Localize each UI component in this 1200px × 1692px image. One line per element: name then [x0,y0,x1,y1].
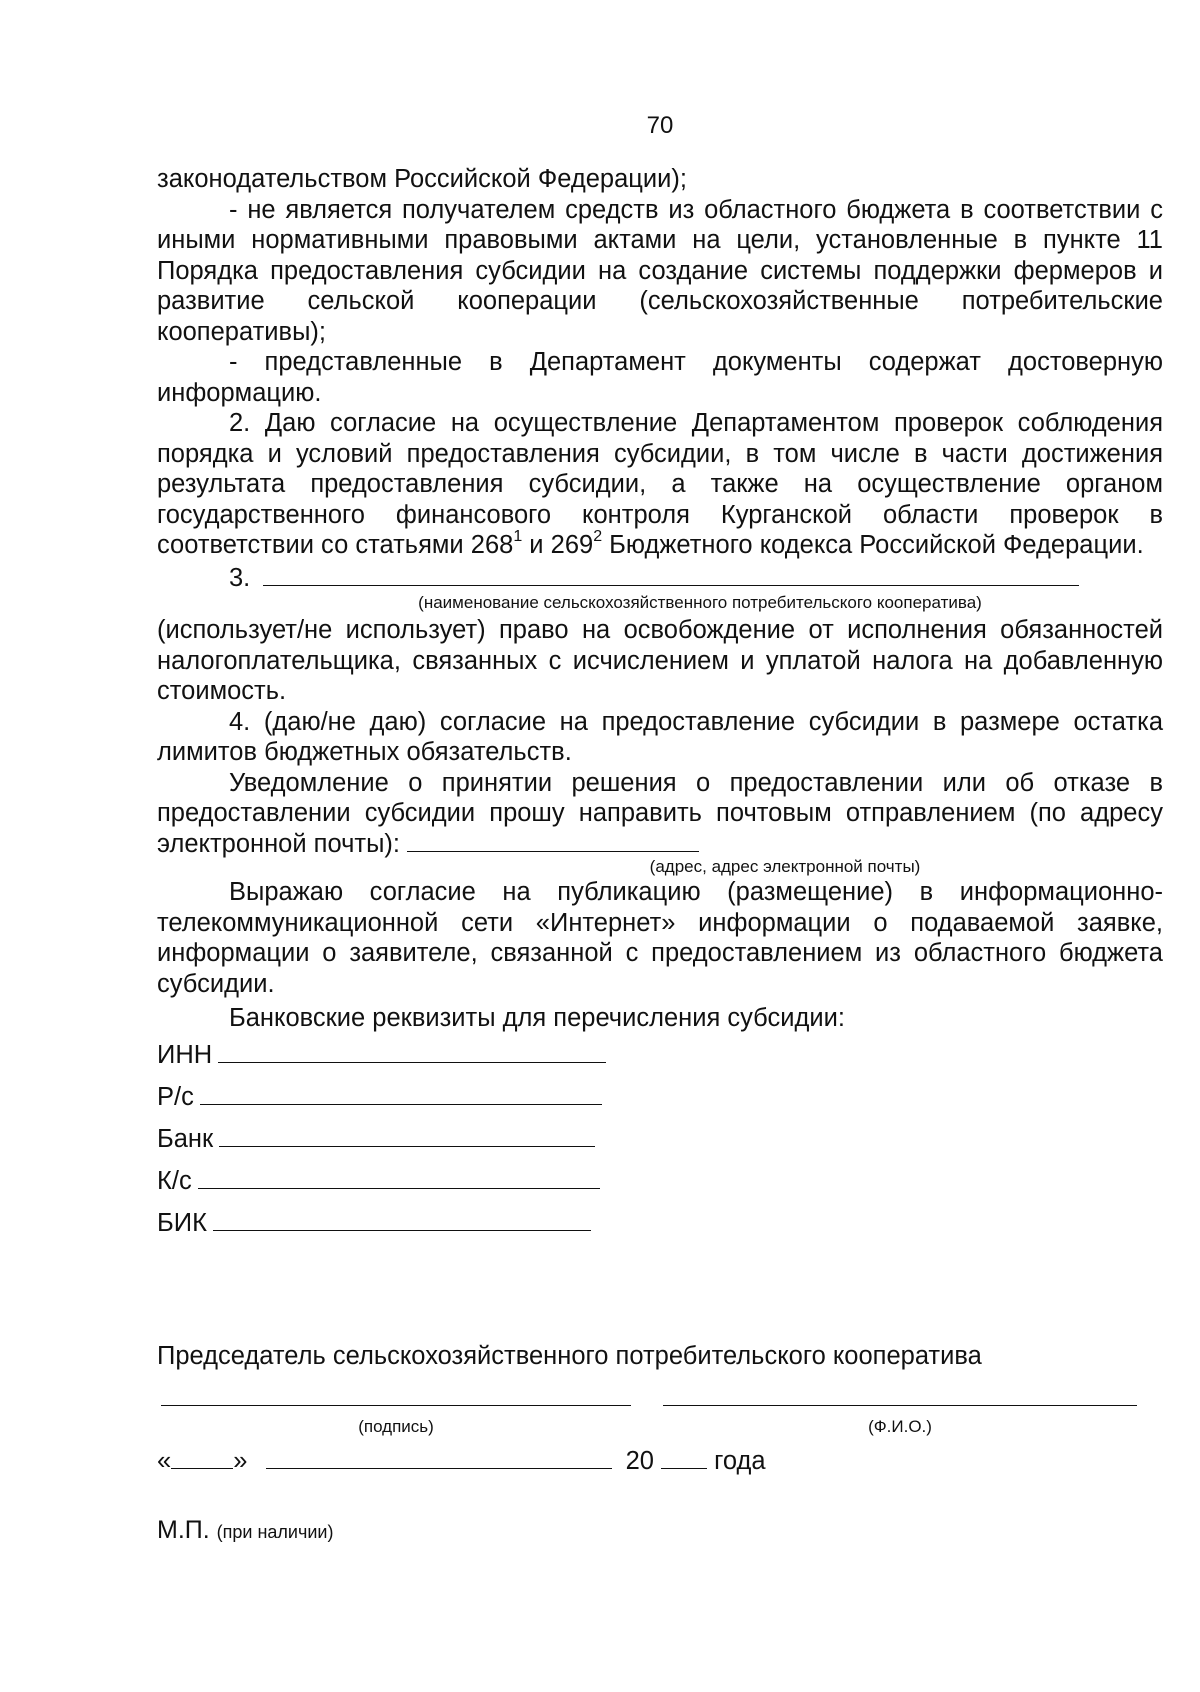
bank-field-input[interactable] [213,1210,591,1231]
signature-lines [157,1371,1163,1417]
paragraph-3-and: и 269 [522,531,594,559]
signature-title: Председатель сельскохозяйственного потребительского кооператива [157,1342,982,1370]
item-3-number: 3. [229,563,251,592]
full-name-field[interactable] [663,1385,1137,1406]
bank-details [157,1040,1163,1250]
stamp-row [157,1516,1163,1545]
paragraph-0: законодательством Российской Федерации); [157,165,687,193]
paragraph-5: (использует/не использует) право на освобождение от исполнения обязанностей налогоплательщика, связанных с исчислением и уплатой налога на добавленную стоимость. [157,616,1163,705]
superscript-2: 2 [593,528,603,545]
signature-block [157,1342,1163,1545]
bank-field-label: Банк [157,1124,214,1153]
paragraph-7-text: Уведомление о принятии решения о предоставлении или об отказе в предоставлении субсидии прошу направить почтовым отправлением (по адресу электронной почты): [157,768,1163,858]
cooperative-name-caption: (наименование сельскохозяйственного потребительского кооператива) [418,593,982,612]
bank-field-row [157,1040,1163,1082]
bank-field-label: ИНН [157,1040,213,1069]
cooperative-name-row [157,563,1163,594]
document-body [157,164,1163,1250]
superscript-1: 1 [513,528,523,545]
bank-field-input[interactable] [219,1126,595,1147]
address-field[interactable] [407,831,699,852]
day-field[interactable] [171,1448,233,1469]
date-quote-open: « [157,1447,172,1475]
paragraph-8: Выражаю согласие на публикацию (размещение) в информационно-телекоммуникационной сети «Интернет» информации о подаваемой заявке, информации о заявителе, связанной с предоставлением из областного бюджета субсидии. [157,878,1163,998]
bank-field-input[interactable] [218,1042,606,1063]
signature-caption: (подпись) [358,1417,434,1436]
paragraph-1: - не является получателем средств из областного бюджета в соответствии с иными нормативными правовыми актами на цели, установленные в пункте 11 Порядка предоставления субсидии на создание системы поддержки фермеров и развитие сельской кооперации (сельскохозяйственные потребительские кооперативы); [157,195,1163,346]
bank-field-label: Р/с [157,1082,194,1111]
paragraph-7 [157,768,1163,860]
bank-field-label: К/с [157,1166,192,1195]
signature-captions [157,1417,1163,1441]
paragraph-9: Банковские реквизиты для перечисления субсидии: [229,1004,845,1032]
cooperative-name-field[interactable] [263,565,1079,586]
full-name-caption: (Ф.И.О.) [868,1417,932,1436]
stamp-note: (при наличии) [216,1522,334,1542]
address-caption: (адрес, адрес электронной почты) [649,857,921,876]
year-suffix: года [714,1447,766,1475]
signature-field[interactable] [161,1385,631,1406]
date-quote-close: » [233,1447,248,1475]
paragraph-3 [157,408,1163,561]
paragraph-2: - представленные в Департамент документы содержат достоверную информацию. [157,348,1163,407]
date-row [157,1447,1163,1476]
bank-field-label: БИК [157,1208,207,1237]
bank-field-row [157,1166,1163,1208]
paragraph-6: 4. (даю/не даю) согласие на предоставление субсидии в размере остатка лимитов бюджетных обязательств. [157,707,1163,766]
year-prefix: 20 [625,1447,654,1475]
stamp-label: М.П. [157,1516,210,1544]
bank-field-input[interactable] [198,1168,600,1189]
paragraph-3-tail: Бюджетного кодекса Российской Федерации. [602,531,1144,559]
year-field[interactable] [661,1448,707,1469]
month-field[interactable] [266,1448,612,1469]
paragraph-3-main: 2. Даю согласие на осуществление Департаментом проверок соблюдения порядка и условий предоставления субсидии, в том числе в части достижения результата предоставления субсидии, а также на осуществление органом государственного финансового контроля Курганской области проверок в соответствии со статьями 268 [157,409,1163,559]
bank-field-row [157,1124,1163,1166]
page-number: 70 [646,112,674,139]
bank-field-row [157,1208,1163,1250]
bank-field-input[interactable] [200,1084,602,1105]
bank-field-row [157,1082,1163,1124]
